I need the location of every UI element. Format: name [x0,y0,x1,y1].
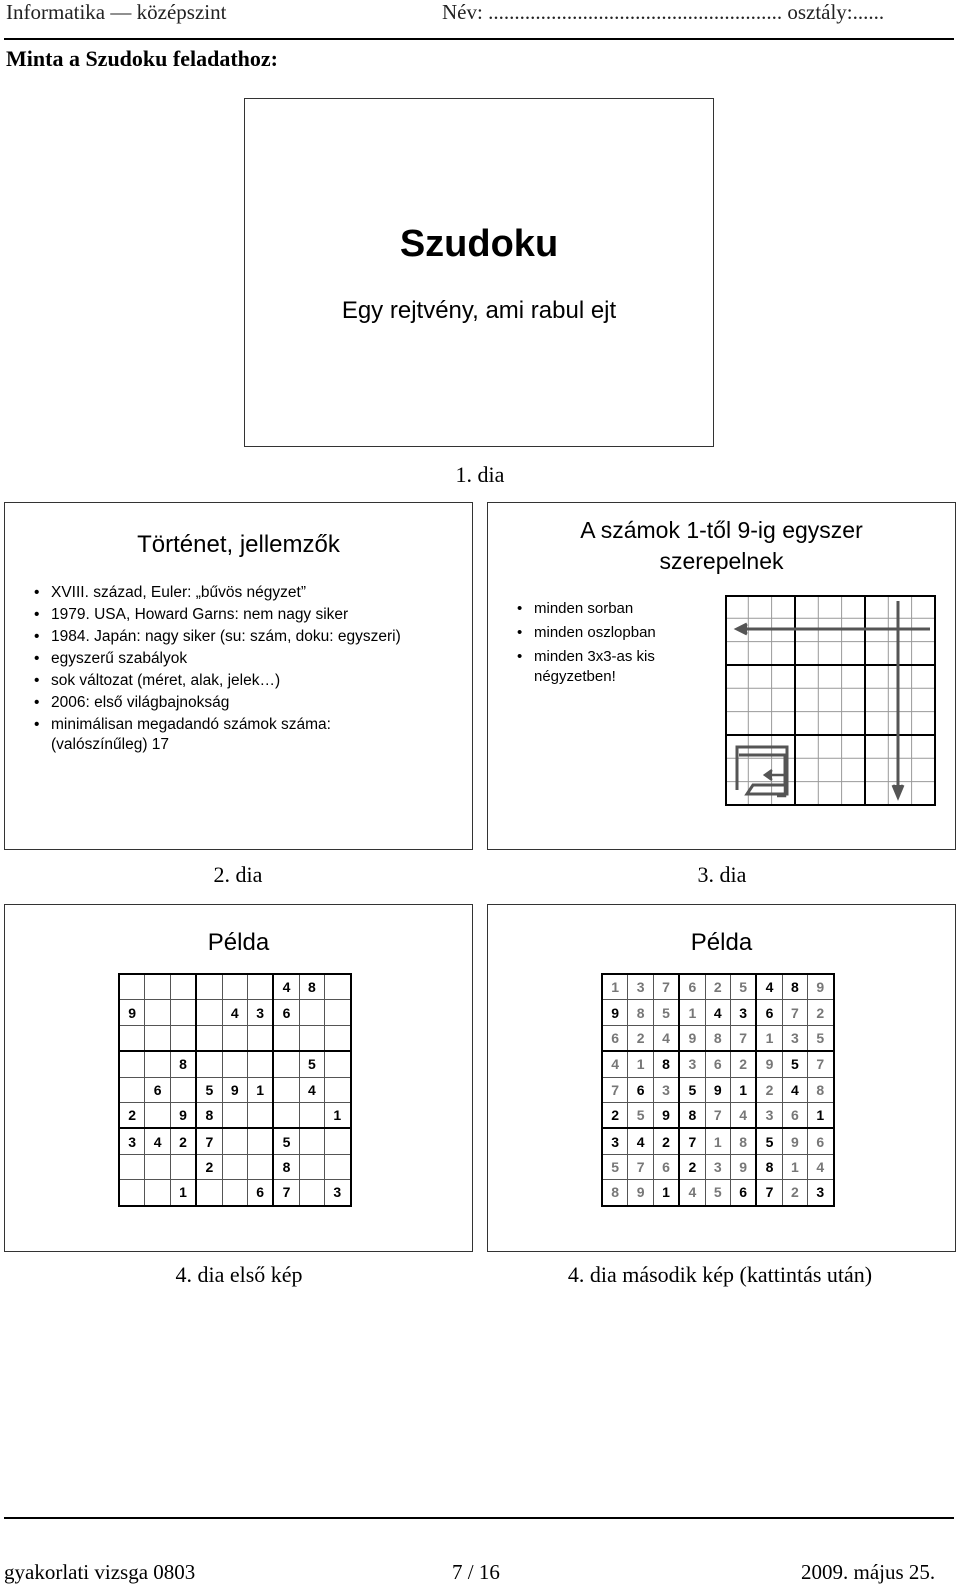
sudoku-cell: 7 [808,1051,834,1077]
slide-4b-title: Példa [690,929,753,956]
sudoku-cell: 9 [628,1180,653,1206]
header-name-class: Név: ........................................................ osztály:...... [442,0,885,24]
slide-2-caption: 2. dia [213,862,263,887]
sudoku-puzzle-grid [118,973,352,1207]
sudoku-cell [299,1128,324,1154]
sudoku-cell [325,1000,351,1025]
sudoku-row [602,974,834,1000]
sudoku-cell [145,1154,170,1179]
sudoku-cell: 2 [808,1000,834,1025]
sudoku-cell: 5 [756,1128,782,1154]
sudoku-cell: 5 [273,1128,299,1154]
sudoku-cell [325,1051,351,1077]
sudoku-cell: 7 [679,1128,705,1154]
sudoku-cell: 8 [273,1154,299,1179]
sudoku-cell: 5 [653,1000,679,1025]
sudoku-cell: 8 [679,1102,705,1128]
sudoku-cell [222,1128,247,1154]
sudoku-cell: 4 [756,974,782,1000]
sudoku-cell: 1 [730,1077,756,1102]
sudoku-cell: 5 [679,1077,705,1102]
sudoku-cell: 4 [730,1102,756,1128]
sudoku-cell: 9 [679,1025,705,1051]
sudoku-cell [119,1025,145,1051]
sudoku-cell [196,1000,222,1025]
sudoku-cell [325,1077,351,1102]
bullet: • minimálisan megadandó számok száma: (valószínűleg) 17 [31,715,351,755]
sudoku-cell [119,1180,145,1206]
sudoku-cell [325,1025,351,1051]
sudoku-cell: 2 [170,1128,196,1154]
sudoku-cell [145,1180,170,1206]
sudoku-cell: 2 [602,1102,628,1128]
task-title: Minta a Szudoku feladathoz: [6,46,278,71]
sudoku-cell: 4 [653,1025,679,1051]
sudoku-cell: 6 [705,1051,730,1077]
sudoku-cell: 3 [602,1128,628,1154]
sudoku-cell: 3 [730,1000,756,1025]
sudoku-cell [196,974,222,1000]
sudoku-cell: 1 [628,1051,653,1077]
sudoku-cell: 2 [119,1102,145,1128]
page-header [4,0,954,26]
sudoku-row [119,1077,351,1102]
sudoku-cell [273,1025,299,1051]
sudoku-cell: 7 [628,1154,653,1179]
sudoku-cell [170,1077,196,1102]
sudoku-row [602,1128,834,1154]
sudoku-cell [299,1102,324,1128]
sudoku-row [119,1051,351,1077]
slide-1-subtitle: Egy rejtvény, ami rabul ejt [341,297,617,324]
sudoku-cell: 1 [325,1102,351,1128]
sudoku-cell: 6 [653,1154,679,1179]
sudoku-cell [119,1154,145,1179]
sudoku-row [602,1000,834,1025]
sudoku-cell [119,1051,145,1077]
sudoku-cell: 3 [325,1180,351,1206]
sudoku-cell: 9 [119,1000,145,1025]
sudoku-cell [273,1051,299,1077]
sudoku-cell [170,1000,196,1025]
sudoku-cell [299,1000,324,1025]
sudoku-cell [145,1025,170,1051]
sudoku-solution-grid [601,973,835,1207]
sudoku-row [602,1077,834,1102]
sudoku-cell [222,1180,247,1206]
sudoku-cell: 4 [782,1077,807,1102]
bullet: • minden 3x3-as kis négyzetben! [514,647,704,687]
sudoku-cell: 4 [628,1128,653,1154]
sudoku-cell: 1 [756,1025,782,1051]
slide-1 [244,98,714,447]
sudoku-cell: 2 [196,1154,222,1179]
slide-3 [487,502,956,850]
bullet: • minden oszlopban [514,623,704,643]
sudoku-cell: 2 [679,1154,705,1179]
sudoku-cell: 3 [653,1077,679,1102]
sudoku-cell [273,1102,299,1128]
sudoku-cell [119,974,145,1000]
sudoku-cell: 3 [679,1051,705,1077]
sudoku-cell: 8 [653,1051,679,1077]
sudoku-cell: 4 [299,1077,324,1102]
sudoku-cell [247,1025,273,1051]
sudoku-cell: 7 [756,1180,782,1206]
sudoku-cell [145,1051,170,1077]
sudoku-cell [222,1051,247,1077]
sudoku-cell: 9 [222,1077,247,1102]
sudoku-cell: 7 [653,974,679,1000]
sudoku-row [119,1102,351,1128]
sudoku-cell: 8 [196,1102,222,1128]
header-subject: Informatika — középszint [6,0,227,24]
sudoku-cell: 7 [196,1128,222,1154]
slide-3-title: A számok 1-től 9-ig egyszer szerepelnek [580,517,863,574]
sudoku-cell: 1 [170,1180,196,1206]
sudoku-cell: 5 [196,1077,222,1102]
slide-3-caption: 3. dia [697,862,747,887]
sudoku-cell: 5 [705,1180,730,1206]
sudoku-cell: 5 [299,1051,324,1077]
sudoku-cell: 8 [628,1000,653,1025]
sudoku-cell: 5 [782,1051,807,1077]
bullet: • 1979. USA, Howard Garns: nem nagy siker [31,605,461,625]
sudoku-cell: 4 [602,1051,628,1077]
sudoku-cell [325,1154,351,1179]
rules-grid-illustration [725,595,937,807]
sudoku-cell [222,1102,247,1128]
sudoku-cell: 6 [145,1077,170,1102]
footer-page-number: 7 / 16 [452,1560,500,1584]
sudoku-row [602,1051,834,1077]
sudoku-cell: 6 [602,1025,628,1051]
sudoku-row [602,1180,834,1206]
sudoku-cell [170,1154,196,1179]
sudoku-cell: 2 [653,1128,679,1154]
sudoku-cell: 9 [705,1077,730,1102]
slide-2-bullets [31,583,461,757]
slide-4b [487,904,956,1252]
sudoku-cell [170,1025,196,1051]
sudoku-row [602,1154,834,1179]
sudoku-cell [222,974,247,1000]
sudoku-cell [196,1180,222,1206]
sudoku-cell: 2 [730,1051,756,1077]
sudoku-cell [247,1051,273,1077]
sudoku-cell: 2 [628,1025,653,1051]
footer-divider [4,1517,954,1519]
sudoku-cell: 3 [247,1000,273,1025]
slide-4a-title: Példa [207,929,270,956]
sudoku-cell: 3 [628,974,653,1000]
sudoku-cell [247,1102,273,1128]
sudoku-cell: 9 [782,1128,807,1154]
sudoku-cell [222,1025,247,1051]
sudoku-row [119,1180,351,1206]
sudoku-row [119,1025,351,1051]
slide-4a-caption: 4. dia első kép [175,1262,303,1287]
sudoku-cell: 4 [145,1128,170,1154]
sudoku-cell: 8 [705,1025,730,1051]
sudoku-cell: 6 [730,1180,756,1206]
sudoku-cell: 8 [730,1128,756,1154]
sudoku-cell: 4 [273,974,299,1000]
sudoku-cell: 1 [705,1128,730,1154]
sudoku-cell: 4 [705,1000,730,1025]
sudoku-cell: 4 [808,1154,834,1179]
sudoku-cell: 4 [222,1000,247,1025]
sudoku-cell [222,1154,247,1179]
sudoku-row [602,1025,834,1051]
sudoku-cell: 8 [602,1180,628,1206]
sudoku-cell: 9 [170,1102,196,1128]
footer-exam: gyakorlati vizsga 0803 [4,1560,196,1584]
sudoku-cell [299,1025,324,1051]
sudoku-cell: 4 [679,1180,705,1206]
bullet: • sok változat (méret, alak, jelek…) [31,671,461,691]
sudoku-cell [325,1128,351,1154]
sudoku-cell [145,1102,170,1128]
sudoku-cell: 8 [808,1077,834,1102]
sudoku-cell: 1 [602,974,628,1000]
sudoku-cell: 2 [705,974,730,1000]
sudoku-cell: 9 [653,1102,679,1128]
sudoku-cell: 6 [679,974,705,1000]
sudoku-cell: 6 [756,1000,782,1025]
bullet: • minden sorban [514,599,704,619]
sudoku-cell: 7 [602,1077,628,1102]
sudoku-cell: 9 [808,974,834,1000]
slide-1-caption: 1. dia [455,462,505,487]
sudoku-cell [247,1154,273,1179]
sudoku-cell: 7 [730,1025,756,1051]
sudoku-cell: 5 [808,1025,834,1051]
sudoku-cell: 1 [808,1102,834,1128]
sudoku-cell: 1 [653,1180,679,1206]
sudoku-cell: 3 [705,1154,730,1179]
sudoku-cell [299,1180,324,1206]
sudoku-cell: 2 [782,1180,807,1206]
sudoku-cell: 1 [247,1077,273,1102]
sudoku-cell: 1 [782,1154,807,1179]
sudoku-cell: 3 [119,1128,145,1154]
footer-date: 2009. május 25. [801,1560,936,1584]
sudoku-cell: 7 [782,1000,807,1025]
sudoku-cell: 5 [602,1154,628,1179]
slide-3-bullets [514,599,704,689]
sudoku-cell: 2 [756,1077,782,1102]
sudoku-cell [119,1077,145,1102]
sudoku-cell: 8 [782,974,807,1000]
sudoku-cell: 6 [808,1128,834,1154]
sudoku-cell [196,1025,222,1051]
sudoku-cell [145,1000,170,1025]
sudoku-cell: 3 [782,1025,807,1051]
sudoku-cell: 9 [730,1154,756,1179]
sudoku-cell: 6 [273,1000,299,1025]
bullet: • egyszerű szabályok [31,649,461,669]
sudoku-row [119,1128,351,1154]
sudoku-row [602,1102,834,1128]
sudoku-cell: 5 [628,1102,653,1128]
slide-4a [4,904,473,1252]
sudoku-cell: 6 [628,1077,653,1102]
sudoku-cell [170,974,196,1000]
sudoku-cell: 6 [782,1102,807,1128]
sudoku-cell [247,1128,273,1154]
sudoku-cell: 3 [808,1180,834,1206]
sudoku-cell: 9 [602,1000,628,1025]
sudoku-cell: 3 [756,1102,782,1128]
sudoku-cell: 6 [247,1180,273,1206]
sudoku-cell: 8 [756,1154,782,1179]
slide-1-title: Szudoku [399,223,559,265]
bullet: • 2006: első világbajnokság [31,693,461,713]
bullet: • 1984. Japán: nagy siker (su: szám, doku: egyszeri) [31,627,461,647]
sudoku-cell: 5 [730,974,756,1000]
sudoku-cell [247,974,273,1000]
slide-2 [4,502,473,850]
bullet: • XVIII. század, Euler: „bűvös négyzet” [31,583,461,603]
sudoku-cell [145,974,170,1000]
sudoku-cell [273,1077,299,1102]
sudoku-cell: 1 [679,1000,705,1025]
sudoku-row [119,1000,351,1025]
header-divider [4,38,954,40]
sudoku-cell: 8 [170,1051,196,1077]
slide-4b-caption: 4. dia második kép (kattintás után) [567,1262,873,1287]
sudoku-row [119,1154,351,1179]
sudoku-cell: 7 [705,1102,730,1128]
slide-2-title: Történet, jellemzők [137,531,340,558]
sudoku-cell [196,1051,222,1077]
sudoku-row [119,974,351,1000]
sudoku-cell: 7 [273,1180,299,1206]
sudoku-cell [299,1154,324,1179]
sudoku-cell: 8 [299,974,324,1000]
sudoku-cell: 9 [756,1051,782,1077]
sudoku-cell [325,974,351,1000]
